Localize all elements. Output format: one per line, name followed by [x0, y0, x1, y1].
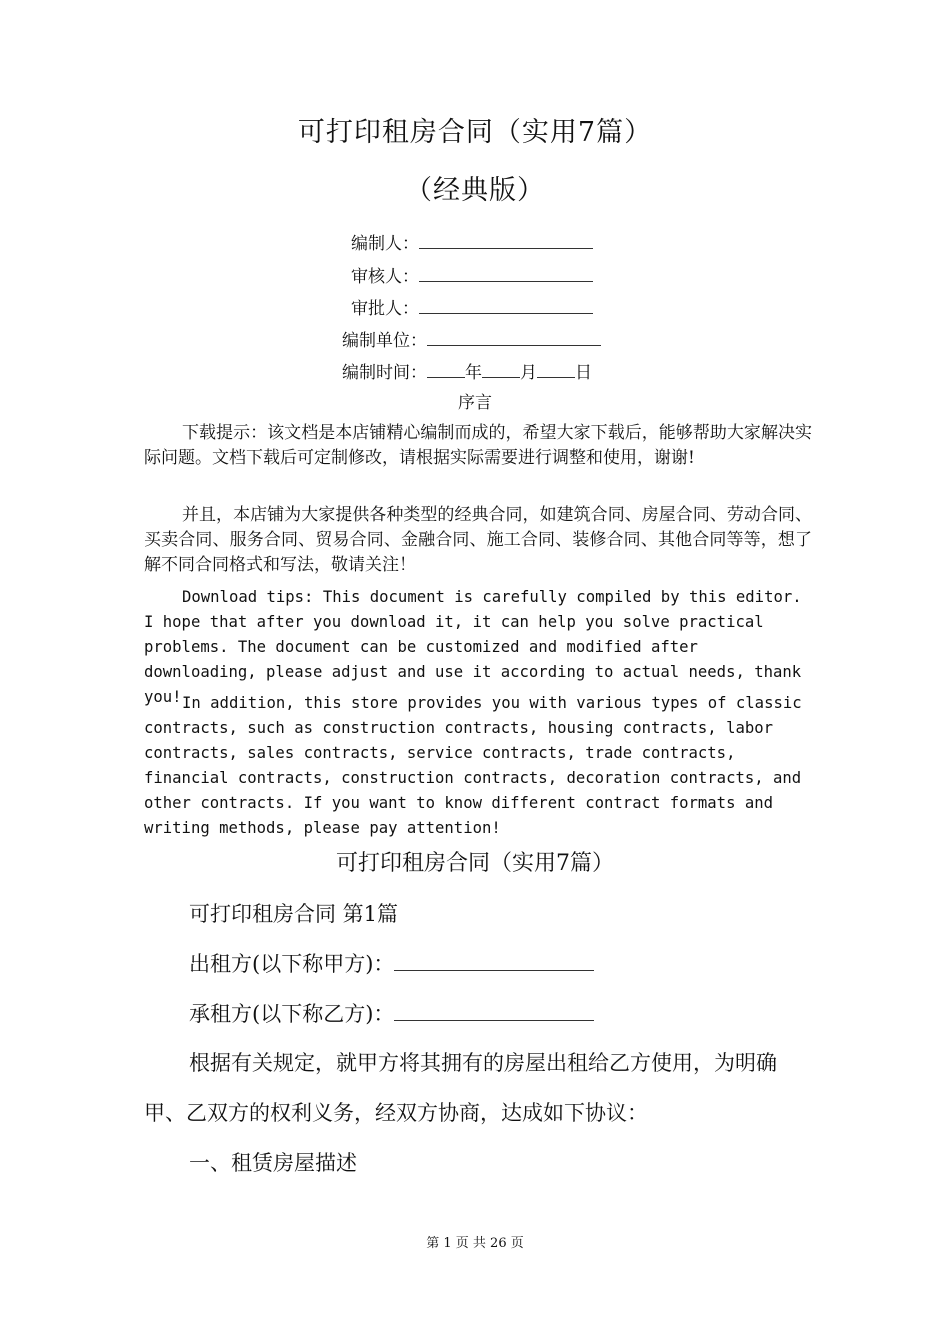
unit-blank[interactable]: [427, 331, 601, 346]
approver-row: [351, 294, 593, 319]
month-label: 月: [520, 363, 537, 383]
compiler-row: [351, 229, 593, 254]
preface-cn-paragraph-1: 下载提示：该文档是本店铺精心编制而成的，希望大家下载后，能够帮助大家解决实际问题。文档下载后可定制修改，请根据实际需要进行调整和使用，谢谢!: [144, 423, 812, 468]
reviewer-row: [351, 262, 593, 287]
unit-row: [342, 326, 601, 351]
document-title: 可打印租房合同（实用7篇）: [297, 117, 653, 148]
lessor-row: [189, 948, 594, 978]
preface-en-paragraph-2: In addition, this store provides you with various types of classic contracts, such as construction contracts, housing contracts, labor contracts, sales contracts, service contracts, trade contracts, financial contracts, construction contracts, decoration contracts, and other contracts. If you want to know different contract formats and writing methods, please pay attention!: [144, 694, 802, 837]
agreement-text-line-1: 根据有关规定，就甲方将其拥有的房屋出租给乙方使用，为明确: [189, 1051, 777, 1075]
preface-en-paragraph-1: Download tips: This document is carefully compiled by this editor. I hope that after you download it, it can help you solve practical problems. The document can be customized and modified after downloading, please adjust and use it according to actual needs, thank you!: [144, 588, 802, 706]
time-label: 编制时间：: [342, 363, 427, 383]
lessee-row: [189, 998, 594, 1028]
document-subtitle: （经典版）: [405, 175, 545, 206]
year-blank[interactable]: [427, 363, 465, 378]
compiler-blank[interactable]: [419, 234, 593, 249]
year-label: 年: [465, 363, 482, 383]
day-blank[interactable]: [537, 363, 575, 378]
clause-1-heading: 一、租赁房屋描述: [189, 1151, 357, 1175]
section-title: 可打印租房合同（实用7篇）: [336, 851, 614, 876]
month-blank[interactable]: [482, 363, 520, 378]
chapter-heading: 可打印租房合同 第1篇: [189, 902, 399, 926]
approver-label: 审批人：: [351, 299, 419, 319]
compiler-label: 编制人：: [351, 234, 419, 254]
preface-cn-paragraph-2: 并且，本店铺为大家提供各种类型的经典合同，如建筑合同、房屋合同、劳动合同、买卖合同、服务合同、贸易合同、金融合同、施工合同、装修合同、其他合同等等，想了解不同合同格式和写法，敬请关注！: [144, 505, 812, 575]
approver-blank[interactable]: [419, 299, 593, 314]
day-label: 日: [575, 363, 592, 383]
time-row: [342, 358, 592, 383]
reviewer-blank[interactable]: [419, 267, 593, 282]
lessee-blank[interactable]: [394, 1003, 594, 1021]
lessor-blank[interactable]: [394, 953, 594, 971]
agreement-text-line-2: 甲、乙双方的权利义务，经双方协商，达成如下协议：: [144, 1101, 648, 1125]
unit-label: 编制单位：: [342, 331, 427, 351]
reviewer-label: 审核人：: [351, 267, 419, 287]
preface-heading: 序言: [458, 393, 492, 413]
page-footer: 第 1 页 共 26 页: [426, 1236, 524, 1251]
lessee-label: 承租方(以下称乙方)：: [189, 1002, 395, 1026]
lessor-label: 出租方(以下称甲方)：: [189, 952, 395, 976]
